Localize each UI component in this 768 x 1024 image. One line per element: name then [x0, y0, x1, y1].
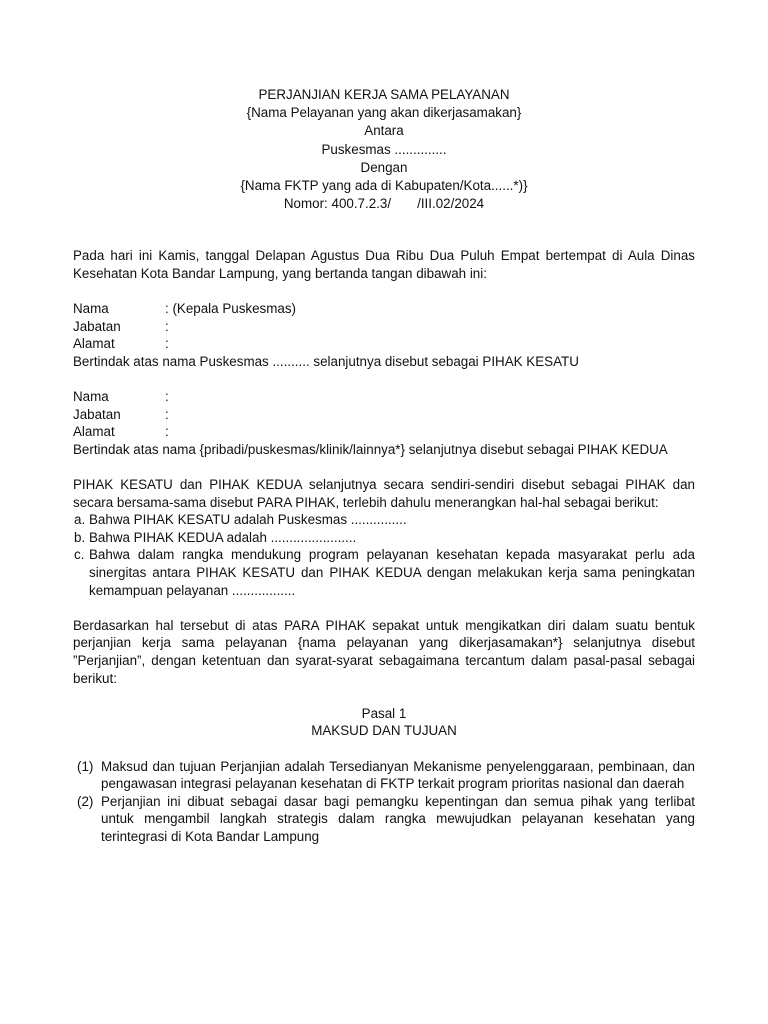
- field-value: :: [165, 318, 169, 334]
- list-item: [77, 793, 695, 846]
- field-value: :: [165, 336, 169, 352]
- list-item-text: Bahwa PIHAK KEDUA adalah .......................: [89, 529, 357, 545]
- field-value: :: [165, 424, 169, 440]
- article-1-title: MAKSUD DAN TUJUAN: [311, 723, 457, 739]
- intro-paragraph: Pada hari ini Kamis, tanggal Delapan Agustus Dua Ribu Dua Puluh Empat bertempat di Aula Dinas Kesehatan Kota Bandar Lampung, yang bertanda tangan dibawah ini:: [73, 248, 695, 281]
- party-two-name: {Nama FKTP yang ada di Kabupaten/Kota......*)}: [240, 177, 528, 193]
- document-header: [73, 86, 695, 213]
- list-item-text: Perjanjian ini dibuat sebagai dasar bagi pemangku kepentingan dan semua pihak yang terlibat untuk mengambil langkah strategis dalam rangka mewujudkan pelayanan kesehatan yang terintegrasi di Kota Bandar Lampung: [101, 793, 695, 844]
- field-label: Nama: [73, 389, 109, 405]
- field-label: Alamat: [73, 424, 115, 440]
- field-value: :: [165, 406, 169, 422]
- party-one-statement: Bertindak atas nama Puskesmas .......... selanjutnya disebut sebagai PIHAK KESATU: [73, 353, 579, 369]
- document-number: Nomor: 400.7.2.3/ /III.02/2024: [283, 196, 485, 212]
- party-two-statement: Bertindak atas nama {pribadi/puskesmas/klinik/lainnya*} selanjutnya disebut sebagai PIHAK KEDUA: [73, 441, 668, 457]
- list-item-text: Bahwa PIHAK KESATU adalah Puskesmas ...............: [89, 512, 407, 528]
- recitals-intro: PIHAK KESATU dan PIHAK KEDUA selanjutnya secara sendiri-sendiri disebut sebagai PIHAK dan secara bersama-sama disebut PARA PIHAK, terlebih dahulu menerangkan hal-hal sebagai berikut:: [73, 477, 695, 510]
- field-label: Jabatan: [73, 318, 121, 334]
- document-subtitle: {Nama Pelayanan yang akan dikerjasamakan}: [246, 105, 522, 121]
- party-two-nama-row: [73, 388, 695, 406]
- field-value: : (Kepala Puskesmas): [165, 301, 296, 317]
- with-label: Dengan: [360, 159, 408, 175]
- list-item: [73, 529, 695, 547]
- agreement-paragraph: Berdasarkan hal tersebut di atas PARA PIHAK sepakat untuk mengikatkan diri dalam suatu bentuk perjanjian kerja sama pelayanan {nama pelayanan yang dikerjasamakan*} selanjutnya disebut ”Perjanjian”, dengan ketentuan dan syarat-syarat sebagaimana tercantum dalam pasal-pasal sebagai berikut:: [73, 617, 695, 686]
- party-one-alamat-row: [73, 335, 695, 353]
- field-value: :: [165, 389, 169, 405]
- party-two-alamat-row: [73, 423, 695, 441]
- list-item: [73, 511, 695, 529]
- list-item: [77, 758, 695, 793]
- list-marker: b.: [74, 529, 86, 545]
- document-page: [73, 86, 695, 846]
- field-label: Jabatan: [73, 406, 121, 422]
- party-one-nama-row: [73, 300, 695, 318]
- document-title: PERJANJIAN KERJA SAMA PELAYANAN: [258, 87, 510, 102]
- party-two-block: [73, 388, 695, 458]
- list-marker: (2): [77, 793, 94, 809]
- party-one-block: [73, 300, 695, 370]
- list-marker: a.: [74, 512, 86, 528]
- party-one-name: Puskesmas ..............: [321, 141, 447, 157]
- article-1-list: [73, 758, 695, 846]
- list-item-text: Bahwa dalam rangka mendukung program pelayanan kesehatan kepada masyarakat perlu ada sinergitas antara PIHAK KESATU dan PIHAK KEDUA dengan melakukan kerja sama peningkatan kemampuan pelayanan .................: [89, 547, 695, 598]
- party-one-jabatan-row: [73, 318, 695, 336]
- list-item: [73, 546, 695, 599]
- list-item-text: Maksud dan tujuan Perjanjian adalah Tersedianyan Mekanisme penyelenggaraan, pembinaan, dan pengawasan integrasi pelayanan kesehatan di FKTP terkait program prioritas nasional dan daerah: [101, 758, 695, 792]
- between-label: Antara: [364, 123, 404, 139]
- article-1-heading: Pasal 1: [361, 705, 407, 721]
- party-two-jabatan-row: [73, 406, 695, 424]
- recitals-list: [73, 511, 695, 599]
- list-marker: (1): [77, 758, 94, 774]
- list-marker: c.: [74, 547, 85, 563]
- field-label: Alamat: [73, 336, 115, 352]
- field-label: Nama: [73, 301, 109, 317]
